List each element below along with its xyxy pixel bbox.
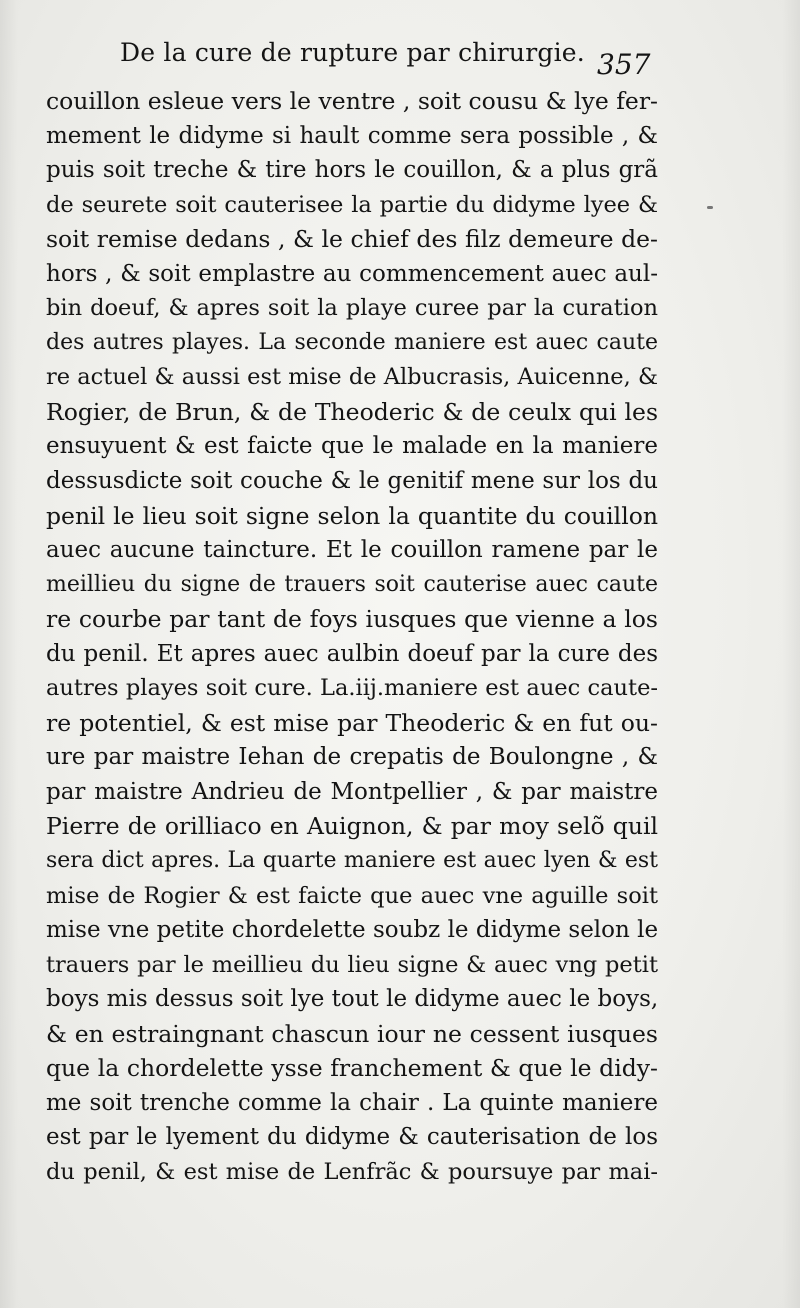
text-line: mise de Rogier & est faicte que auec vne aguille soit (46, 882, 658, 909)
text-line: trauers par le meillieu du lieu signe & auec vng petit (46, 951, 658, 978)
text-line: mise vne petite chordelette soubz le didyme selon le (46, 917, 658, 944)
text-line: puis soit treche & tire hors le couillon, & a plus grã (46, 157, 658, 184)
text-line: re potentiel, & est mise par Theoderic & en fut ou- (46, 708, 658, 737)
text-line: du penil. Et apres auec aulbin doeuf par la cure des (46, 640, 658, 667)
text-line: sera dict apres. La quarte maniere est auec lyen & est (46, 848, 658, 874)
text-line: Rogier, de Brun, & de Theoderic & de ceulx qui les (46, 397, 658, 426)
text-line: ure par maistre Iehan de crepatis de Boulongne , & (46, 744, 658, 771)
text-line: par maistre Andrieu de Montpellier , & par maistre (46, 778, 658, 805)
left-edge-shadow (0, 0, 18, 1308)
ink-speck (707, 206, 713, 209)
text-line: hors , & soit emplastre au commencement auec aul- (46, 260, 658, 287)
text-line: auec aucune taincture. Et le couillon ramene par le (46, 537, 658, 564)
text-line: soit remise dedans , & le chief des filz demeure de- (46, 225, 658, 254)
body-text (46, 84, 658, 1190)
text-line: ensuyuent & est faicte que le malade en la maniere (46, 433, 658, 460)
text-line: dessusdicte soit couche & le genitif mene sur los du (46, 468, 658, 495)
text-line: du penil, & est mise de Lenfrãc & poursuye par mai- (46, 1158, 658, 1185)
text-line: est par le lyement du didyme & cauterisation de los (46, 1124, 658, 1151)
text-line: & en estraingnant chascun iour ne cessent iusques (46, 1019, 658, 1048)
text-line: des autres playes. La seconde maniere est auec caute (46, 329, 658, 355)
text-line: couillon esleue vers le ventre , soit cousu & lye fer- (46, 87, 658, 115)
text-line: que la chordelette ysse franchement & que le didy- (46, 1054, 658, 1083)
right-edge-shadow (782, 0, 800, 1308)
text-line: me soit trenche comme la chair . La quinte maniere (46, 1089, 658, 1116)
text-line: de seurete soit cauterisee la partie du didyme lyee & (46, 191, 658, 218)
text-line: re courbe par tant de foys iusques que vienne a los (46, 605, 658, 634)
text-line: boys mis dessus soit lye tout le didyme auec le boys, (46, 986, 658, 1013)
text-line: mement le didyme si hault comme sera possible , & (46, 122, 658, 149)
text-line: meillieu du signe de trauers soit cauterise auec caute (46, 571, 658, 597)
text-line: penil le lieu soit signe selon la quantite du couillon (46, 501, 658, 530)
text-line: re actuel & aussi est mise de Albucrasis, Auicenne, & (46, 364, 658, 391)
page-number: 357 (597, 48, 651, 81)
text-line: bin doeuf, & apres soit la playe curee par la curation (46, 295, 658, 322)
text-line: Pierre de orilliaco en Auignon, & par moy selõ quil (46, 812, 658, 841)
running-title: De la cure de rupture par chirurgie. (120, 38, 585, 67)
text-line: autres playes soit cure. La.iij.maniere est auec caute- (46, 675, 658, 702)
